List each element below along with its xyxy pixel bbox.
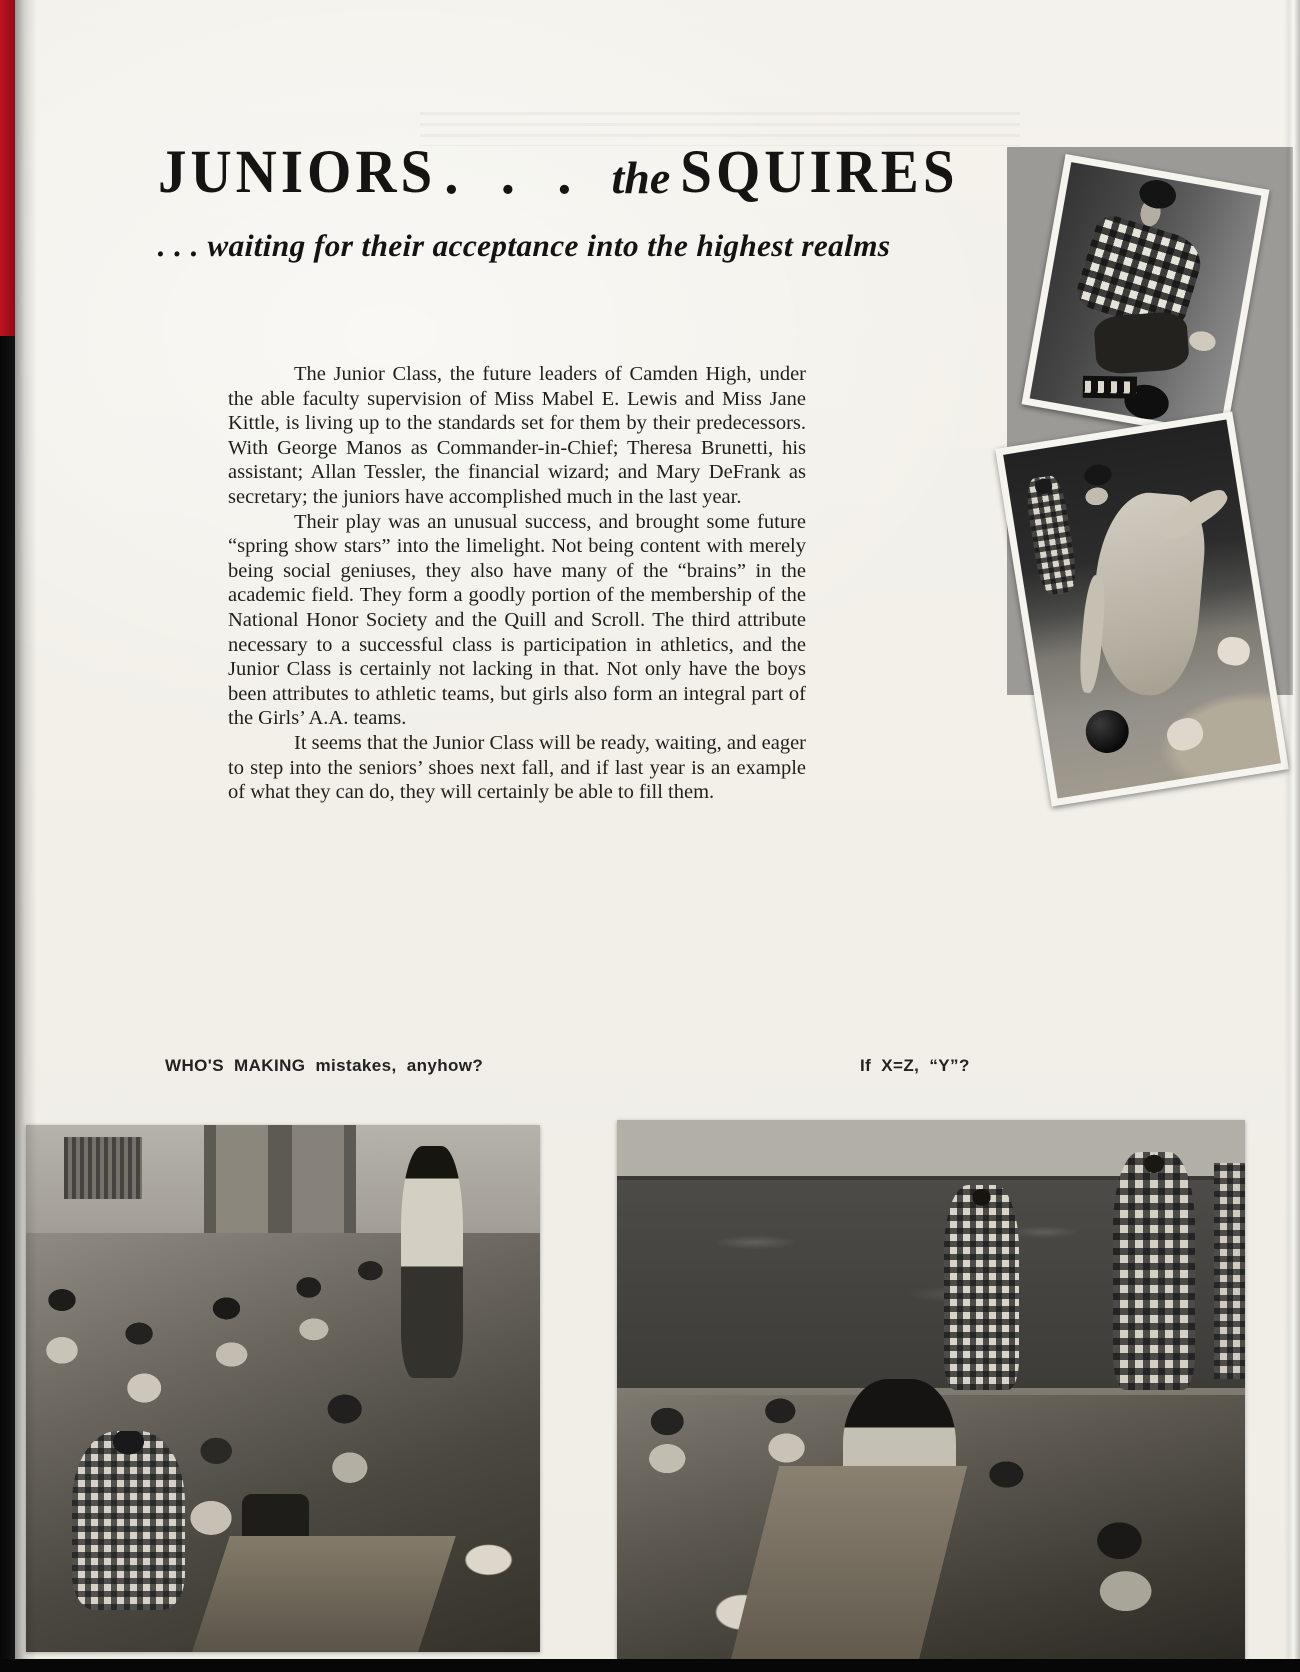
photo-bowling-seated-image <box>1030 162 1262 432</box>
door-shape <box>204 1125 356 1233</box>
photo-classroom-left <box>26 1125 540 1652</box>
standing-student-shape <box>944 1185 1019 1390</box>
title-word-the: the <box>611 152 671 203</box>
book-spine-red <box>0 0 15 336</box>
article-paragraph: Their play was an unusual success, and brought some future “spring show stars” into the limelight. Not being content with merely being social geniuses, they also have many of the “brains” in the academic field. They form a goodly portion of the membership of the National Honor Society and the Quill and Scroll. The third attribute necessary to a successful class is participation in athletics, and the Junior Class is certainly not lacking in that. Not only have the boys been attributes to athletic teams, but girls also form an integral part of the Girls’ A.A. teams. <box>228 510 806 730</box>
article-paragraph: The Junior Class, the future leaders of Camden High, under the able faculty supervision of Miss Mabel E. Lewis and Miss Jane Kittle, is living up to the standards set for them by their predecessors. With George Manos as Commander-in-Chief; Theresa Brunetti, his assistant; Allan Tessler, the financial wizard; and Mary DeFrank as secretary; the juniors have accomplished much in the last year. <box>228 363 806 508</box>
shoe-shape <box>1162 713 1207 755</box>
standing-student-shape <box>1113 1152 1195 1390</box>
shoe-shape <box>1215 635 1251 667</box>
background-figure-shape <box>1023 474 1079 597</box>
caption-right: If X=Z, “Y”? <box>860 1056 970 1075</box>
page-title <box>158 137 959 207</box>
radiator-shape <box>64 1137 142 1199</box>
standing-student-shape <box>1214 1163 1245 1379</box>
bowling-ball-shape <box>1083 707 1132 756</box>
title-ellipsis: . . . <box>444 143 586 206</box>
desk-shape <box>192 1536 456 1652</box>
pants-shape <box>1093 311 1189 375</box>
book-spine-black <box>0 336 15 1672</box>
photo-bowling-seated <box>1022 154 1270 440</box>
page-subtitle: . . . waiting for their acceptance into the highest realms <box>157 228 892 263</box>
title-word-juniors: JUNIORS <box>158 137 437 206</box>
article-paragraph: It seems that the Junior Class will be ready, waiting, and eager to step into the seniors’ shoes next fall, and if last year is an example of what they can do, they will certainly be able to fill them. <box>228 731 806 804</box>
page-edge-shadow-right <box>1284 0 1300 1672</box>
teacher-figure-shape <box>401 1146 463 1378</box>
photo-classroom-right <box>617 1120 1245 1660</box>
photo-bowling-action-image <box>1003 419 1281 798</box>
title-word-squires: SQUIRES <box>680 137 959 206</box>
article-body <box>228 362 806 805</box>
caption-left: WHO'S MAKING mistakes, anyhow? <box>165 1056 484 1075</box>
page-edge-shadow-left <box>15 0 37 1672</box>
film-strip-shape <box>1083 376 1137 399</box>
scan-bottom-strip <box>0 1659 1300 1672</box>
plaid-student-shape <box>72 1431 185 1610</box>
